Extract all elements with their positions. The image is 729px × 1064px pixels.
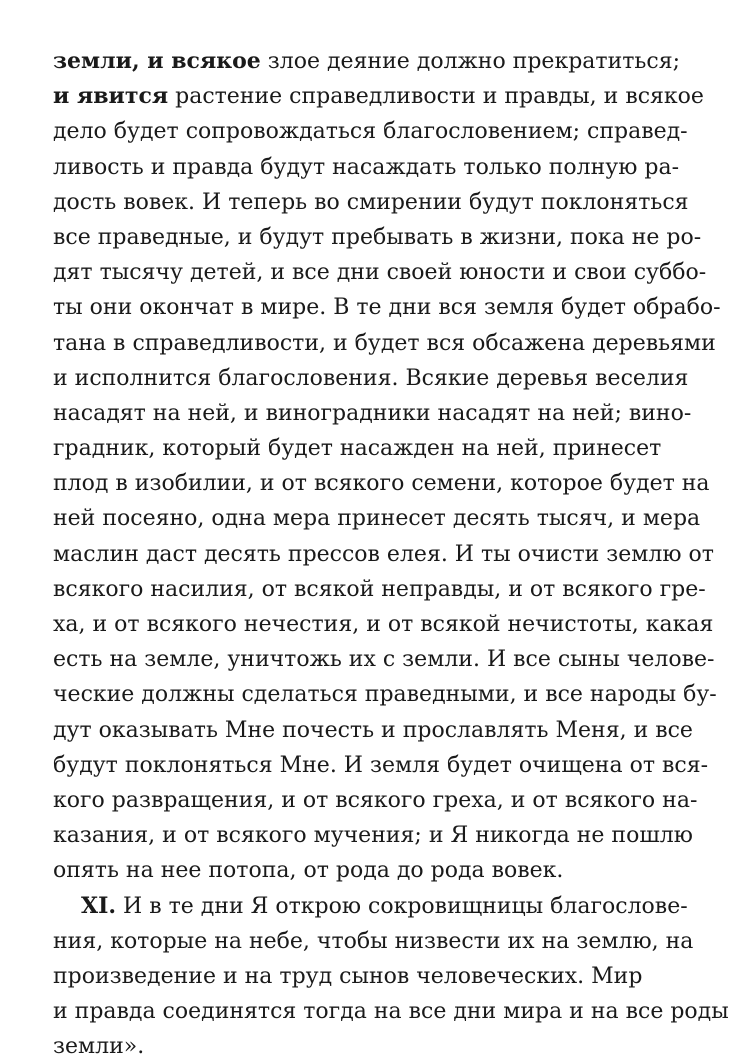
- text-line: плод в изобилии, и от всякого семени, которое будет на: [53, 466, 583, 501]
- text-line: и исполнится благословения. Всякие деревья веселия: [53, 361, 583, 396]
- text-line: опять на нее потопа, от рода до рода вовек.: [53, 853, 583, 888]
- text-line: маслин даст десять прессов елея. И ты очисти землю от: [53, 537, 583, 572]
- text-line: ния, которые на небе, чтобы низвести их на землю, на: [53, 924, 583, 959]
- text-line: градник, который будет насажден на ней, принесет: [53, 431, 583, 466]
- text-line: насадят на ней, и виноградники насадят на ней; вино-: [53, 396, 583, 431]
- text-line: ты они окончат в мире. В те дни вся земля будет обрабо-: [53, 290, 583, 325]
- text-line: дят тысячу детей, и все дни своей юности и свои суббо-: [53, 255, 583, 290]
- text-line: [53, 79, 583, 114]
- text-line: есть на земле, уничтожь их с земли. И все сыны челове-: [53, 642, 583, 677]
- body-text: [53, 44, 583, 1064]
- text-line: дут оказывать Мне почесть и прославлять Меня, и все: [53, 713, 583, 748]
- paragraph: [53, 889, 583, 1064]
- text-line: ней посеяно, одна мера принесет десять тысяч, и мера: [53, 501, 583, 536]
- text-line: дело будет сопровождаться благословением; справед-: [53, 114, 583, 149]
- line-text: злое деяние должно прекратиться;: [261, 49, 680, 74]
- text-line: произведение и на труд сынов человеческих. Мир: [53, 959, 583, 994]
- text-line: будут поклоняться Мне. И земля будет очищена от вся-: [53, 748, 583, 783]
- line-text: растение справедливости и правды, и всякое: [168, 84, 704, 109]
- text-line: земли».: [53, 1029, 583, 1064]
- text-line: ческие должны сделаться праведными, и все народы бу-: [53, 677, 583, 712]
- bold-lead-text: земли, и всякое: [53, 48, 261, 74]
- text-line: всякого насилия, от всякой неправды, и от всякого гре-: [53, 572, 583, 607]
- section-number: XI.: [81, 893, 116, 919]
- bold-lead-text: и явится: [53, 83, 168, 109]
- text-line: все праведные, и будут пребывать в жизни, пока не ро-: [53, 220, 583, 255]
- text-line: [53, 44, 583, 79]
- text-line: дость вовек. И теперь во смирении будут поклоняться: [53, 185, 583, 220]
- text-line: ливость и правда будут насаждать только полную ра-: [53, 150, 583, 185]
- text-line: кого развращения, и от всякого греха, и от всякого на-: [53, 783, 583, 818]
- line-text: И в те дни Я открою сокровищницы благослове-: [116, 894, 688, 919]
- text-line: и правда соединятся тогда на все дни мира и на все роды: [53, 994, 583, 1029]
- text-line: ха, и от всякого нечестия, и от всякой нечистоты, какая: [53, 607, 583, 642]
- text-line: тана в справедливости, и будет вся обсажена деревьями: [53, 326, 583, 361]
- text-line: казания, и от всякого мучения; и Я никогда не пошлю: [53, 818, 583, 853]
- text-line: [53, 889, 583, 924]
- paragraph: [53, 44, 583, 889]
